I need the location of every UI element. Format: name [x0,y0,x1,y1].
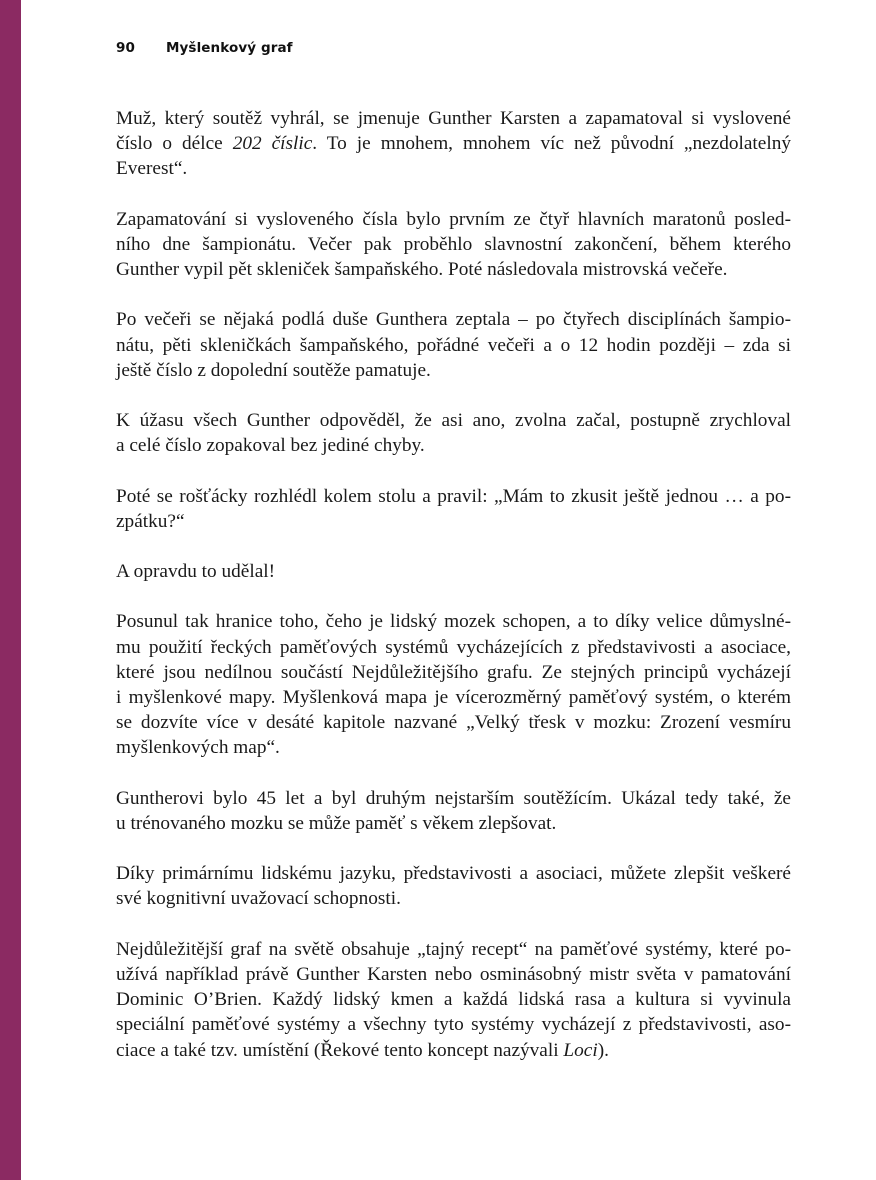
text-line [116,408,791,433]
text-line [116,811,791,836]
text-segment: ciace a také tzv. umístění (Řekové tento koncept nazývali [116,1039,564,1061]
paragraph [116,861,791,911]
paragraph [116,609,791,760]
paragraph [116,484,791,534]
text-line [116,937,791,962]
text-segment: číslo o délce [116,133,233,155]
text-line [116,433,791,458]
running-header [116,40,293,56]
text-segment: Zapamatování si vysloveného čísla bylo prvním ze čtyř hlavních maratonů posled- [116,208,791,230]
text-line [116,660,791,685]
text-segment: Díky primárnímu lidskému jazyku, představivosti a asociaci, můžete zlepšit veškeré [116,863,791,885]
text-line [116,987,791,1012]
text-line [116,786,791,811]
text-segment: Po večeři se nějaká podlá duše Gunthera zeptala – po čtyřech disciplínách šampio- [116,309,791,331]
paragraph [116,937,791,1063]
text-line [116,861,791,886]
text-line [116,232,791,257]
text-segment: ního dne šampionátu. Večer pak proběhlo slavnostní zakončení, během kterého [116,233,791,255]
text-segment: se dozvíte více v desáté kapitole nazvané „Velký třesk v mozku: Zrození vesmíru [116,712,791,734]
text-line [116,685,791,710]
text-line [116,735,791,760]
paragraph [116,307,791,383]
text-line [116,886,791,911]
text-segment: Nejdůležitější graf na světě obsahuje „tajný recept“ na paměťové systémy, které po- [116,938,791,960]
paragraph [116,786,791,836]
text-segment: mu použití řeckých paměťových systémů vycházejících z představivosti a asociace, [116,636,791,658]
text-segment: Muž, který soutěž vyhrál, se jmenuje Gunther Karsten a zapamatoval si vyslovené [116,108,791,129]
text-line [116,1012,791,1037]
text-segment: a celé číslo zopakoval bez jediné chyby. [116,435,425,457]
paragraph [116,207,791,283]
text-line [116,257,791,282]
text-line [116,559,791,584]
body-text [116,106,791,1088]
text-segment: A opravdu to udělal! [116,561,276,583]
text-line [116,509,791,534]
text-line [116,710,791,735]
text-segment: Guntherovi bylo 45 let a byl druhým nejstarším soutěžícím. Ukázal tedy také, že [116,787,791,809]
text-segment: ještě číslo z dopolední soutěže pamatuje. [116,359,431,381]
page-spine-band [0,0,21,1180]
text-line [116,609,791,634]
text-segment: užívá například právě Gunther Karsten nebo osminásobný mistr světa v pamatování [116,963,791,985]
text-segment: ). [597,1039,609,1061]
page-number: 90 [116,40,135,56]
running-title: Myšlenkový graf [166,40,293,56]
text-segment: Dominic O’Brien. Každý lidský kmen a každá lidská rasa a kultura si vyvinula [116,989,791,1011]
italic-text: Loci [563,1039,598,1061]
text-segment: u trénovaného mozku se může paměť s věkem zlepšovat. [116,812,557,834]
text-segment: Everest“. [116,158,188,180]
text-segment: Posunul tak hranice toho, čeho je lidský mozek schopen, a to díky velice důmyslné- [116,611,791,633]
text-segment: nátu, pěti skleničkách šampaňského, pořádné večeři a o 12 hodin později – zda si [116,334,791,356]
text-line [116,131,791,156]
text-line [116,156,791,181]
paragraph [116,559,791,584]
text-segment: zpátku?“ [116,510,185,532]
text-line [116,962,791,987]
text-segment: své kognitivní uvažovací schopnosti. [116,888,401,910]
text-line [116,307,791,332]
text-line [116,358,791,383]
paragraph [116,408,791,458]
text-line [116,207,791,232]
text-line [116,333,791,358]
text-segment: . To je mnohem, mnohem víc než původní „nezdolatelný [312,133,791,155]
text-line [116,635,791,660]
text-segment: K úžasu všech Gunther odpověděl, že asi ano, zvolna začal, postupně zrychloval [116,410,791,432]
text-segment: i myšlenkové mapy. Myšlenková mapa je vícerozměrný paměťový systém, o kterém [116,687,791,709]
text-segment: Poté se rošťácky rozhlédl kolem stolu a pravil: „Mám to zkusit ještě jednou … a po- [116,485,791,507]
text-line [116,1038,791,1063]
text-segment: myšlenkových map“. [116,737,280,759]
text-line [116,106,791,131]
text-line [116,484,791,509]
text-segment: které jsou nedílnou součástí Nejdůležitějšího grafu. Ze stejných principů vycházejí [116,661,791,683]
paragraph [116,106,791,182]
text-segment: speciální paměťové systémy a všechny tyto systémy vycházejí z představivosti, aso- [116,1014,791,1036]
text-segment: Gunther vypil pět skleniček šampaňského. Poté následovala mistrovská večeře. [116,259,728,281]
italic-text: 202 číslic [232,133,313,155]
